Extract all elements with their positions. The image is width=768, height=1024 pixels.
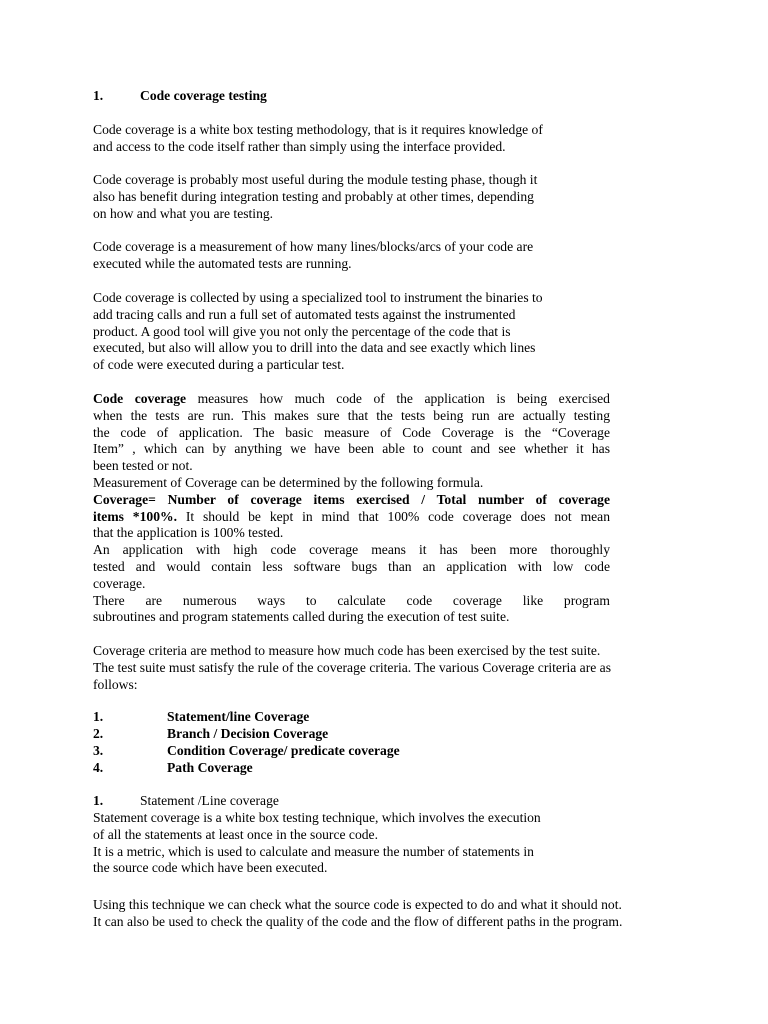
paragraph-collection: Code coverage is collected by using a specialized tool to instrument the binaries to add tracing calls and run a full set of automated tests against the instrumented product. A good tool will give you not only the percentage of the code that is executed, but also will allow you to drill into the data and see exactly which lines of code were executed during a particular test. [93,290,543,373]
paragraph-statement-coverage: Statement coverage is a white box testing technique, which involves the execution of all the statements at least once in the source code. It is a metric, which is used to calculate and measure the number of statements in the source code which have been executed. [93,810,541,876]
section-number: 1. [93,88,104,103]
section-heading [93,88,267,105]
subsection-number: 1. [93,793,104,808]
subsection-heading [93,793,279,810]
paragraph-measurement: Code coverage is a measurement of how many lines/blocks/arcs of your code are executed while the automated tests are running. [93,239,534,271]
paragraph-module-testing: Code coverage is probably most useful during the module testing phase, though it also has benefit during integration testing and probably at other times, depending on how and what you are testing. [93,172,538,221]
coverage-formula: Coverage= Number of coverage items exercised / Total number of coverage [93,491,610,507]
section-title: Code coverage testing [140,88,267,103]
document-page: 1. Code coverage testing Code coverage is a white box testing methodology, that is it requires knowledge of and access to the code itself rather than simply using the interface provided. Code coverage is probably most useful during the module testing phase, though it also has benefit during integration testing and probably at other times, depending on how and what you are testing. Code coverage is a measurement of how many lines/blocks/arcs of your code are executed while the automated tests are running. Code coverage is collected by using a specialized tool to instrument the binaries to add tracing calls and run a full set of automated tests against the instrumented product. A good tool will give you not only the percentage of the code that is executed, but also will allow you to drill into the data and see exactly which lines of code were executed during a particular test. Code coverage measures how much code of the application is being exercised when the tests are run. This makes sure that the tests being run are actually testing the code of application. The basic measure of Code Coverage is the “Coverage Item” , which can by anything we have been able to count and see whether it has been tested or not. Measurement of Coverage can be determined by the following formula. Coverage= Number of coverage items exercised / Total number of coverage items *100%. It should be kept in mind that 100% code coverage does not mean that the application is 100% tested. An application with high code coverage means it has been more thoroughly tested and would contain less software bugs than an application with low code coverage. There are numerous ways to calculate code coverage like program subroutines and program statements called during the execution of test suite. Coverage criteria are method to measure how much code has been exercised by the test suite. The test suite must satisfy the rule of the coverage criteria. The various Coverage criteria are as follows: 1. Statement/line Coverage 2. Branch / Decision Coverage 3. Condition Coverage/ predicate coverage 4. Path Coverage 1. Statement /Line coverage Statement coverage is a white box testing technique, which involves the execution of all the statements at least once in the source code. It is a metric, which is used to calculate and measure the number of statements in the source code which have been executed. Using this technique we can check what the source code is expected to do and what it should not. It can also be used to check the quality of the code and the flow of different paths in the program. [93,88,623,929]
subsection-title: Statement /Line coverage [140,793,279,808]
paragraph-technique: Using this technique we can check what the source code is expected to do and what it should not. It can also be used to check the quality of the code and the flow of different paths in the program. [93,897,623,929]
paragraph-criteria-intro: Coverage criteria are method to measure how much code has been exercised by the test suite. The test suite must satisfy the rule of the coverage criteria. The various Coverage criteria are as follows: [93,643,611,692]
paragraph-intro: Code coverage is a white box testing methodology, that is it requires knowledge of and access to the code itself rather than simply using the interface provided. [93,122,543,154]
paragraph-coverage-definition: Code coverage measures how much code of the application is being exercised when the tests are run. This makes sure that the tests being run are actually testing the code of application. The basic measure of Code Coverage is the “Coverage Item” , which can by anything we have been able to count and see whether it has been tested or not. Measurement of Coverage can be determined by the following formula. Coverage= Number of coverage items exercised / Total number of coverage items *100%. It should be kept in mind that 100% code coverage does not mean that the application is 100% tested. An application with high code coverage means it has been more thoroughly tested and would contain less software bugs than an application with low code coverage. There are numerous ways to calculate code coverage like program subroutines and program statements called during the execution of test suite. [93,391,611,625]
